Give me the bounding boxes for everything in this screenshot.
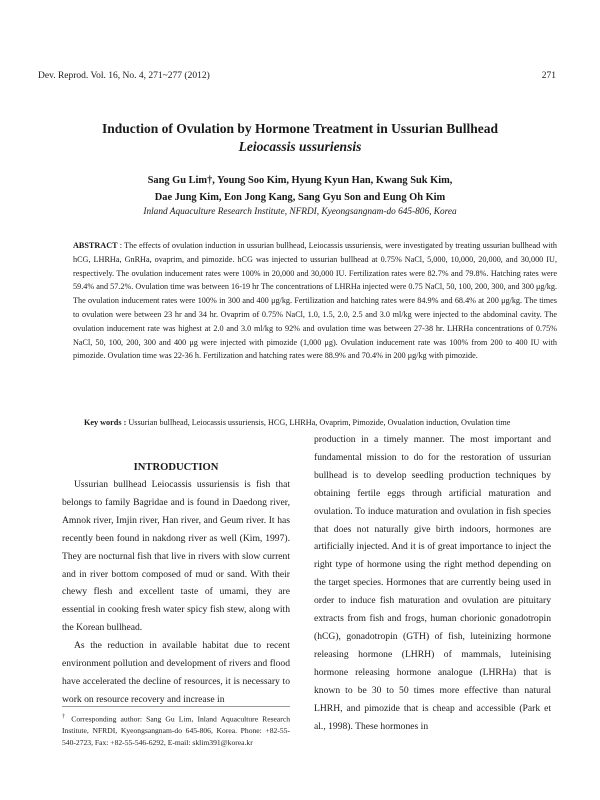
intro-paragraph-2: As the reduction in available habitat due to recent environment pollution and development of rivers and flood have accelerated the decline of resources, it is necessary to work on resource recovery and increase in xyxy=(62,640,290,705)
left-column xyxy=(62,460,290,709)
right-column xyxy=(314,431,551,735)
author-line-2: Dae Jung Kim, Eon Jong Kang, Sang Gyu Son and Eung Oh Kim xyxy=(154,192,446,203)
abstract-label: ABSTRACT xyxy=(73,241,118,250)
abstract xyxy=(73,239,557,363)
intro-paragraph-continued: production in a timely manner. The most important and fundamental mission to do for the restoration of ussurian bullhead is to develop seedling production techniques by obtaining fertile eggs through artificial maturation and ovulation. To induce maturation and ovulation in fish species that does not naturally give birth indoors, hormones are artificially injected. And it is of great importance to inject the right type of hormone using the right method depending on the target species. Hormones that are currently being used in order to induce fish maturation and ovulation are pituitary extracts from fish and frogs, human chorionic gonadotropin (hCG), gonadotropin (GTH) of fish, luteinizing hormone releasing hormone (LHRH) of mammals, luteinising hormone releasing hormone analogue (LHRHa) that is known to be 30 to 50 times more effective than natural LHRH, and pimozide that is cheap and accessible (Park et al., 1998). These hormones in xyxy=(314,434,551,732)
author-line-1: Sang Gu Lim†, Young Soo Kim, Hyung Kyun Han, Kwang Suk Kim, xyxy=(147,175,453,186)
corresponding-author-footnote xyxy=(62,712,290,748)
page-number: 271 xyxy=(541,71,556,81)
author-list xyxy=(40,172,560,206)
footnote-mark: † xyxy=(62,714,68,720)
abstract-text: : The effects of ovulation induction in ussurian bullhead, Leiocassis ussuriensis, were investigated by treating ussurian bullhead with hCG, LHRHa, GnRHa, ovaprim, and pimozide. hCG was injected to ussurian bullhead at 0.75% NaCl, 5,000, 10,000, 20,000, and 30,000 IU, respectively. The ovulation inducement rates were 100% in 20,000 and 30,000 IU. Fertilization rates were 82.7% and 79.8%. Hatching rates were 59.4% and 57.2%. Ovulation time was between 16-19 hr The concentrations of LHRHa injected were 0.75 NaCl, 50, 100, 200, 300, and 300 μg/kg. The ovulation inducement rates were 100% in 300 and 400 μg/kg. Fertilization and hatching rates were 84.9% and 68.4% at 200 μg/kg. The times to ovulation were between 23 hr and 34 hr. Ovaprim of 0.75% NaCl, 1.0, 1.5, 2.0, 2.5 and 3.0 ml/kg were injected to the abdominal cavity. The ovulation inducement rate was highest at 2.0 and 3.0 ml/kg to 92% and ovulation time was between 27-38 hr. LHRHa concentrations of 0.75% NaCl, 50, 100, 200, 300 and 400 μg were injected with pimozide (1,000 μg). Ovulation inducement rate was 100% from 200 to 400 IU with pimozide. Ovulation time was 22-36 h. Fertilization and hatching rates were 88.9% and 70.4% in 200 μg/kg with pimozide. xyxy=(73,241,558,361)
keywords-text: Ussurian bullhead, Leiocassis ussuriensis, HCG, LHRHa, Ovaprim, Pimozide, Ovualation induction, Ovulation time xyxy=(128,418,511,427)
title-line-1: Induction of Ovulation by Hormone Treatment in Ussurian Bullhead xyxy=(101,121,499,136)
keywords-label: Key words : xyxy=(84,418,129,427)
title-line-2: Leiocassis ussuriensis xyxy=(238,139,362,154)
keywords xyxy=(84,416,557,430)
running-head: Dev. Reprod. Vol. 16, No. 4, 271~277 (2012) xyxy=(38,71,210,81)
intro-paragraph-1: Ussurian bullhead Leiocassis ussuriensis is fish that belongs to family Bagridae and is found in Daedong river, Amnok river, Imjin river, Han river, and Geum river. It has recently been found in nakdong river as well (Kim, 1997). They are nocturnal fish that live in rivers with slow current and in river bottom composed of mud or sand. With their chewy flesh and excellent taste of umami, they are essential in cooking fresh water spicy fish stew, along with the Korean bullhead. xyxy=(62,479,290,634)
section-heading-introduction: INTRODUCTION xyxy=(133,462,219,473)
affiliation: Inland Aquaculture Research Institute, NFRDI, Kyeongsangnam-do 645-806, Korea xyxy=(143,207,457,217)
paper-title xyxy=(40,120,560,156)
footnote-divider xyxy=(62,706,290,707)
footnote-text: Corresponding author: Sang Gu Lim, Inland Aquaculture Research Institute, NFRDI, Kyeongsangnam-do 645-806, Korea. Phone: +82-55-540-2723, Fax: +82-55-546-6292, E-mail: sklim391@korea.kr xyxy=(62,714,290,747)
